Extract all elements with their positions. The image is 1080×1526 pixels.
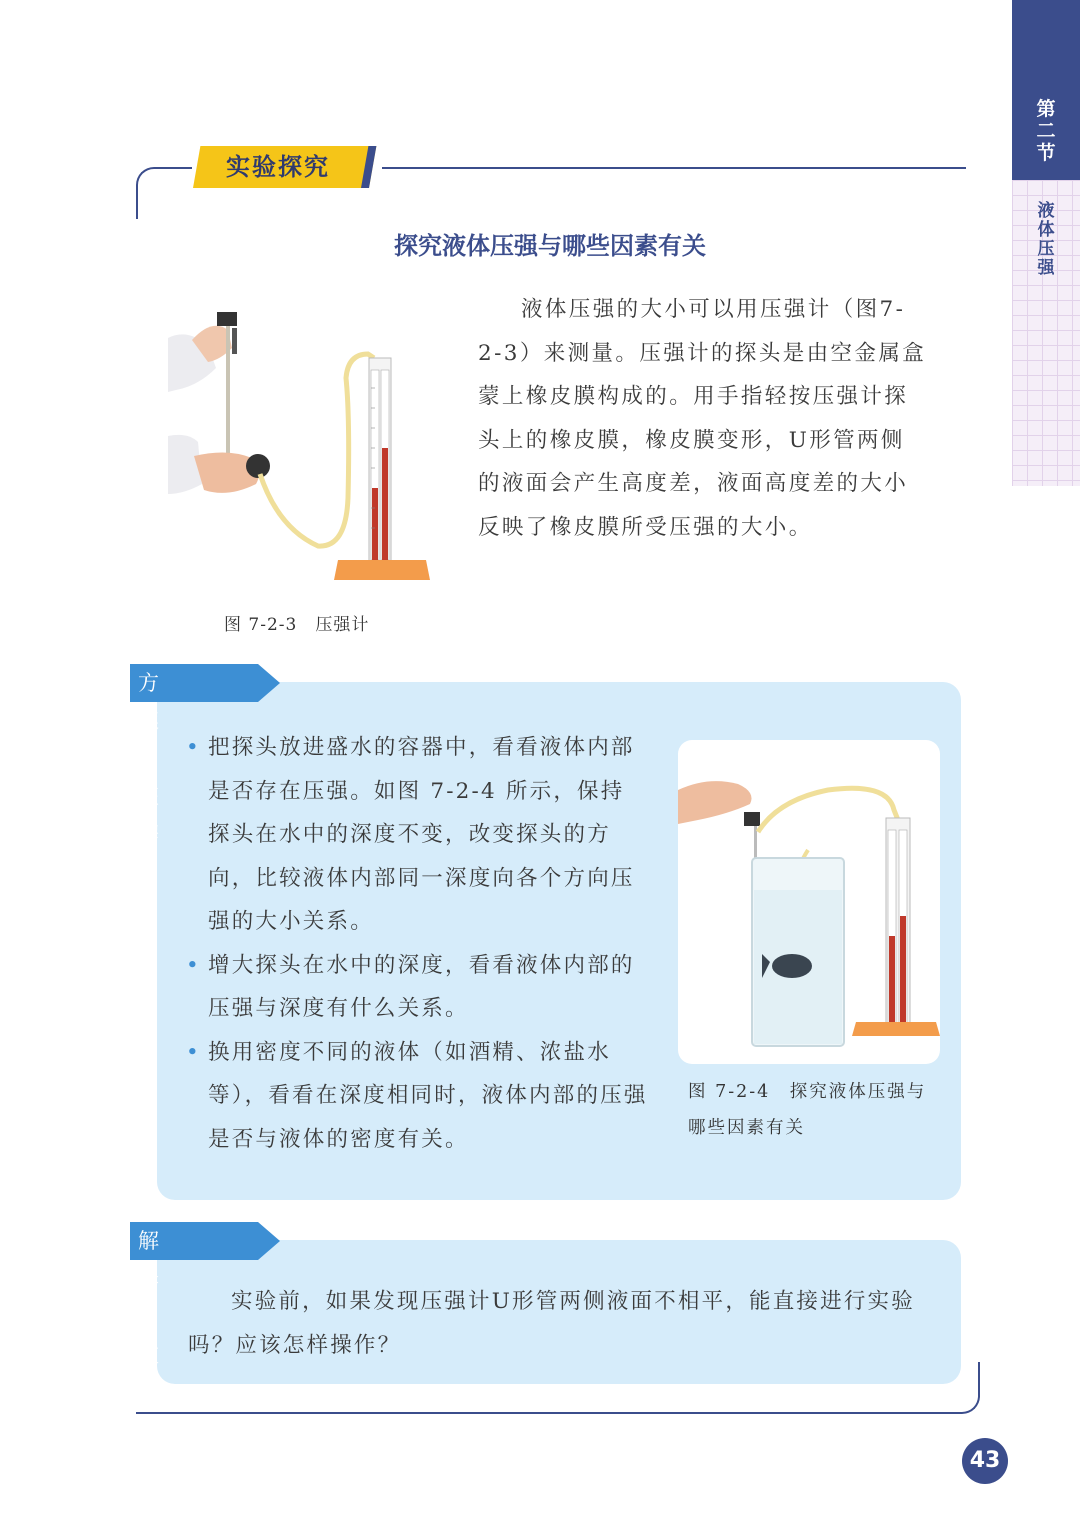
frame-line-top bbox=[382, 167, 966, 169]
topic-label: 液 体 压 强 bbox=[1037, 201, 1055, 278]
topic-tab bbox=[1012, 180, 1080, 486]
frame-corner-top-left bbox=[136, 167, 192, 219]
chapter-side-tab bbox=[1012, 0, 1080, 486]
discuss-text: 实验前，如果发现压强计U形管两侧液面不相平，能直接进行实验吗？应该怎样操作？ bbox=[188, 1289, 915, 1358]
section-label: 第 二 节 bbox=[1036, 98, 1056, 164]
frame-line-bottom bbox=[136, 1412, 962, 1414]
discuss-section-label: 解释 · 交流 bbox=[138, 1229, 160, 1405]
section-tab bbox=[1012, 0, 1080, 180]
experiment-badge-label: 实验探究 bbox=[226, 153, 330, 181]
figure-probe-in-water bbox=[678, 740, 940, 1064]
figure2-caption: 图 7-2-4 探究液体压强与哪些因素有关 bbox=[688, 1082, 927, 1138]
list-item: • 增大探头在水中的深度，看看液体内部的压强与深度有什么关系。 bbox=[186, 952, 635, 1021]
intro-text: 液体压强的大小可以用压强计（图7-2-3）来测量。压强计的探头是由空金属盒蒙上橡皮膜构成的。用手指轻按压强计探头上的橡皮膜，橡皮膜变形，U形管两侧的液面会产生高度差，液面高度差的大小反映了橡皮膜所受压强的大小。 bbox=[478, 297, 927, 540]
figure-pressure-gauge bbox=[168, 298, 438, 588]
plan-section-label: 方案 · 证据 bbox=[138, 671, 160, 847]
figure1-caption: 图 7-2-3 压强计 bbox=[224, 615, 370, 635]
experiment-title: 探究液体压强与哪些因素有关 bbox=[394, 232, 706, 260]
list-item: • 换用密度不同的液体（如酒精、浓盐水等），看看在深度相同时，液体内部的压强是否与液体的密度有关。 bbox=[186, 1039, 648, 1152]
intro-paragraph bbox=[478, 288, 928, 549]
page-number: 43 bbox=[962, 1438, 1008, 1484]
discuss-paragraph bbox=[188, 1280, 936, 1367]
list-item: • 把探头放进盛水的容器中，看看液体内部是否存在压强。如图 7-2-4 所示，保持探头在水中的深度不变，改变探头的方向，比较液体内部同一深度向各个方向压强的大小关系。 bbox=[186, 735, 635, 934]
plan-bullet-list bbox=[186, 726, 648, 1161]
experiment-badge bbox=[193, 146, 373, 188]
